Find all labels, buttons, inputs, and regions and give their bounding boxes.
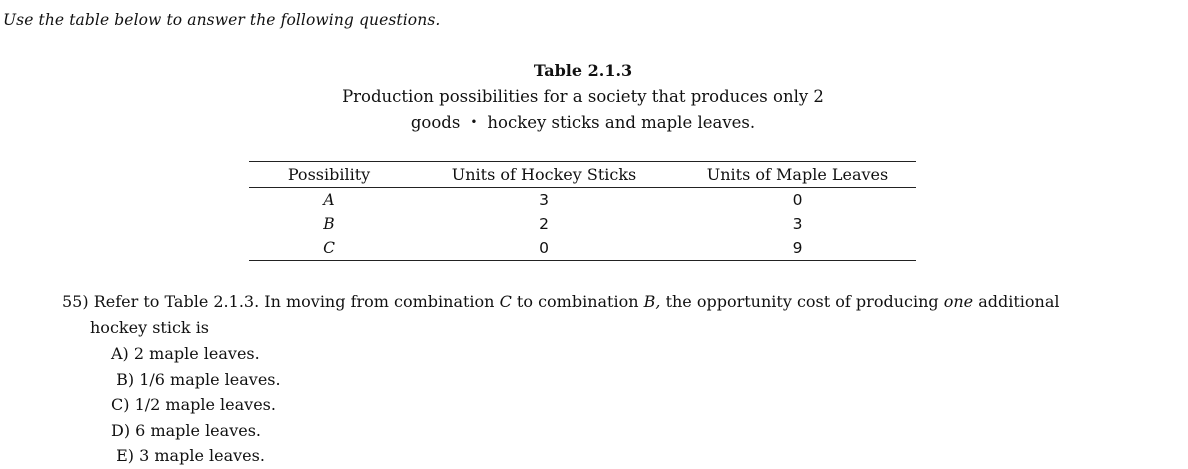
answer-option-a[interactable] bbox=[111, 341, 281, 367]
cell-maple-leaves: 9 bbox=[792, 239, 803, 257]
caption-goods-list: hockey sticks and maple leaves. bbox=[487, 113, 756, 132]
caption-goods-text: goods bbox=[410, 113, 461, 132]
answer-letter: B) bbox=[116, 369, 135, 389]
emphasis-one: one bbox=[943, 292, 974, 311]
bullet-icon: • bbox=[470, 115, 478, 129]
answer-option-c[interactable] bbox=[111, 392, 281, 418]
header-possibility: Possibility bbox=[249, 162, 409, 188]
header-maple-leaves: Units of Maple Leaves bbox=[679, 162, 916, 188]
answer-option-b[interactable] bbox=[111, 367, 281, 393]
table-caption-line2 bbox=[411, 113, 755, 132]
table-row bbox=[249, 236, 916, 261]
combination-b: B, bbox=[643, 292, 661, 311]
question-text-part4: additional bbox=[978, 292, 1060, 311]
answer-option-d[interactable] bbox=[111, 418, 281, 444]
answer-text: 6 maple leaves. bbox=[135, 420, 261, 440]
combination-c: C bbox=[499, 292, 512, 311]
question-text-line2: hockey stick is bbox=[90, 318, 210, 337]
answer-text: 3 maple leaves. bbox=[139, 446, 265, 465]
header-hockey-sticks: Units of Hockey Sticks bbox=[409, 162, 679, 188]
table-header-row bbox=[249, 162, 916, 188]
production-possibilities-table bbox=[249, 161, 916, 261]
question-text-part3: the opportunity cost of producing bbox=[665, 292, 939, 311]
cell-hockey-sticks: 0 bbox=[539, 239, 549, 257]
answer-text: 2 maple leaves. bbox=[133, 344, 260, 363]
cell-possibility: C bbox=[323, 239, 335, 257]
question-text-part2: to combination bbox=[516, 292, 639, 311]
cell-hockey-sticks: 2 bbox=[539, 215, 549, 233]
cell-possibility: B bbox=[323, 215, 335, 233]
instruction-text: Use the table below to answer the following questions. bbox=[3, 11, 441, 29]
answer-text: 1/2 maple leaves. bbox=[134, 395, 276, 414]
cell-maple-leaves: 0 bbox=[792, 191, 803, 209]
question-number: 55) bbox=[62, 292, 89, 311]
answer-text: 1/6 maple leaves. bbox=[139, 369, 281, 389]
cell-maple-leaves: 3 bbox=[792, 215, 803, 233]
answer-letter: C) bbox=[111, 395, 130, 414]
question-55 bbox=[62, 289, 1172, 341]
answer-options bbox=[111, 341, 281, 469]
table-title: Table 2.1.3 bbox=[533, 61, 633, 80]
table-row bbox=[249, 188, 916, 213]
cell-hockey-sticks: 3 bbox=[539, 191, 549, 209]
answer-letter: E) bbox=[116, 446, 135, 465]
cell-possibility: A bbox=[323, 191, 335, 209]
answer-letter: A) bbox=[111, 344, 129, 363]
answer-option-e[interactable] bbox=[111, 443, 281, 469]
table-caption-line1: Production possibilities for a society that produces only 2 bbox=[342, 87, 824, 106]
answer-letter: D) bbox=[111, 420, 131, 440]
table-row bbox=[249, 212, 916, 236]
question-text-part1: Refer to Table 2.1.3. In moving from combination bbox=[93, 292, 495, 311]
